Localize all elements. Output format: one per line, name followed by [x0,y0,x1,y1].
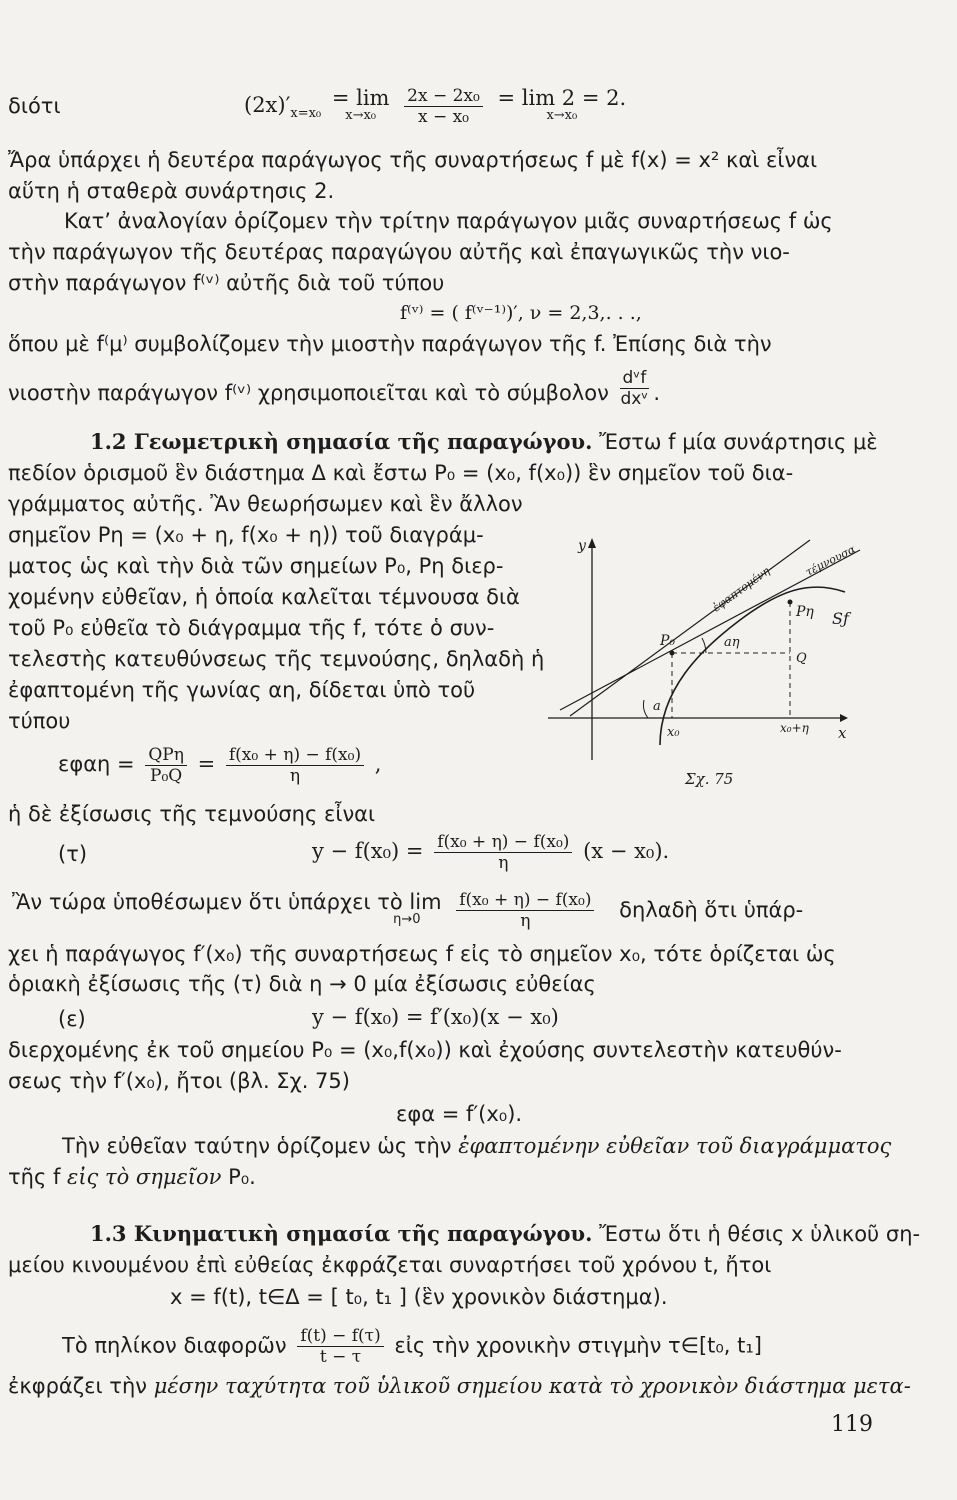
section-1-2-title: 1.2 Γεωμετρικὴ σημασία τῆς παραγώγου. [90,429,593,454]
y-axis-label: y [578,538,586,554]
sec12-line16: σεως τὴν f′(x₀), ἤτοι (βλ. Σχ. 75) [8,1069,350,1093]
sec12-line17: Τὴν εὐθεῖαν ταύτην ὁρίζομεν ὡς τὴν ἐφαπτομένην εὐθεῖαν τοῦ διαγράμματος [62,1134,892,1158]
label-secant: τέμνουσα [803,542,858,579]
para2-line3: στὴν παράγωγον f⁽ᵛ⁾ αὐτῆς διὰ τοῦ τύπου [8,271,445,295]
label-a: a [653,699,661,714]
point-p0 [670,651,675,656]
sec12-line14: ὁριακὴ ἐξίσωσις τῆς (τ) διὰ η → 0 μία ἐξίσωσις εὐθείας [8,972,596,996]
x-axis-label: x [838,724,847,742]
sec12-line8: τελεστὴς κατευθύνσεως τῆς τεμνούσης, δηλαδὴ ἡ [8,647,545,671]
para1-line1: Ἄρα ὑπάρχει ἡ δευτέρα παράγωγος τῆς συναρτήσεως f μὲ f(x) = x² καὶ εἶναι [8,148,818,172]
tangent-equation: y − f(x₀) = f′(x₀)(x − x₀) [312,1005,559,1029]
para2-line5: νιοστὴν παράγωγον f⁽ᵛ⁾ χρησιμοποιεῖται καὶ τὸ σύμβολον $\frac{\text{dᵛf}}{\text{dxᵛ}}$ . [8,368,661,409]
sec12-line12: Ἂν τώρα ὑποθέσωμεν ὅτι ὑπάρχει τὸ lim η→0 $\frac{\text{f(x₀ + η) − f(x₀)}}{\eta}$ δηλαδὴ ὅτι ὑπάρ- [12,889,804,931]
tangent-line [570,540,810,716]
section-1-2-line1: 1.2 Γεωμετρικὴ σημασία τῆς παραγώγου. Ἔστω f μία συνάρτησις μὲ [90,429,878,454]
para2-line4: ὅπου μὲ f⁽μ⁾ συμβολίζομεν τὴν μιοστὴν παράγωγον τῆς f. Ἐπίσης διὰ τὴν [8,332,772,356]
page-number: 119 [831,1412,873,1437]
sec12-line15: διερχομένης ἐκ τοῦ σημείου P₀ = (x₀,f(x₀)) καὶ ἐχούσης συντελεστὴν κατευθύν- [8,1038,842,1062]
sec13-line2: μείου κινουμένου ἐπὶ εὐθείας ἐκφράζεται συναρτήσει τοῦ χρόνου t, ἤτοι [8,1253,772,1277]
dvf-symbol: $\frac{\text{dᵛf}}{\text{dxᵛ}}$ [620,368,649,409]
label-sf: Sƒ [832,609,849,628]
figure-caption: Σχ. 75 [685,770,734,788]
section-1-3-line1: 1.3 Κινηματικὴ σημασία τῆς παραγώγου. Ἔστω ὅτι ἡ θέσις x ὑλικοῦ ση- [90,1221,921,1246]
section-1-3-title: 1.3 Κινηματικὴ σημασία τῆς παραγώγου. [90,1221,593,1246]
sec13-line5: ἐκφράζει τὴν μέσην ταχύτητα τοῦ ὑλικοῦ σημείου κατὰ τὸ χρονικὸν διάστημα μετα- [8,1374,911,1398]
y-axis-arrow [588,538,596,548]
angle-a-arc [643,700,648,718]
sec12-line11: ἡ δὲ ἐξίσωσις τῆς τεμνούσης εἶναι [8,802,376,826]
para2-line1: Κατ’ ἀναλογίαν ὁρίζομεν τὴν τρίτην παράγωγον μιᾶς συναρτήσεως f ὡς [64,209,833,233]
sec12-line4: σημεῖον Pη = (x₀ + η, f(x₀ + η)) τοῦ διαγράμ- [8,523,484,547]
para2-line2: τὴν παράγωγον τῆς δευτέρας παραγώγου αὐτῆς καὶ ἐπαγωγικῶς τὴν νιο- [8,240,790,264]
sec12-line10: τύπου [8,709,71,733]
x-axis-arrow [840,714,848,722]
sec12-line3: γράμματος αὐτῆς. Ἂν θεωρήσωμεν καὶ ἓν ἄλλον [8,492,523,516]
slope-secant-equation: εφαη = $\frac{\text{QPη}}{\text{P₀Q}}$ = $\frac{\text{f(x₀ + η) − f(x₀)}}{\eta}$ , [58,745,382,786]
sec12-line5: ματος ὡς καὶ τὴν διὰ τῶν σημείων P₀, Pη διερ- [8,554,504,578]
slope-tangent-formula: εφα = f′(x₀). [396,1102,523,1126]
label-x0-eta: x₀+η [780,721,809,735]
eps-label: (ε) [58,1007,86,1031]
sec12-line2: πεδίον ὁρισμοῦ ἓν διάστημα Δ καὶ ἔστω P₀ = (x₀, f(x₀)) ἓν σημεῖον τοῦ δια- [8,461,794,485]
sec12-line9: ἐφαπτομένη τῆς γωνίας αη, δίδεται ὑπὸ τοῦ [8,678,476,702]
sec12-line13: χει ἡ παράγωγος f′(x₀) τῆς συναρτήσεως f εἰς τὸ σημεῖον x₀, τότε ὁρίζεται ὡς [8,942,836,966]
sec13-line4: Τὸ πηλίκον διαφορῶν $\frac{f(t) - f(\tau)}{t - \tau}$ εἰς τὴν χρονικὴν στιγμὴν τ∈[t₀, t₁] [62,1326,762,1367]
label-aeta: aη [724,635,740,650]
tau-label: (τ) [58,842,88,866]
para1-line2: αὕτη ἡ σταθερὰ συνάρτησις 2. [8,179,335,203]
sec12-line6: χομένην εὐθεῖαν, ἡ ὁποία καλεῖται τέμνουσα διὰ [8,585,520,609]
label-x0: x₀ [667,725,680,740]
top-equation: $(2x)'_{x=x_0} = \lim$ x→x₀ $\frac{\text{2x − 2x₀}}{\text{x − x₀}}$ = lim 2 = 2. x→x₀ [244,85,627,127]
graph-curve [660,587,845,745]
tau-equation: y − f(x₀) = $\frac{\text{f(x₀ + η) − f(x₀)}}{\eta}$ (x − x₀). [312,832,670,873]
label-peta: Pη [796,604,814,620]
point-peta [788,600,793,605]
sec12-line18: τῆς f εἰς τὸ σημεῖον P₀. [8,1165,256,1189]
label-p0: P₀ [660,633,676,649]
sec13-line3: x = f(t), t∈Δ = [ t₀, t₁ ] (ἓν χρονικὸν διάστημα). [170,1285,668,1309]
nth-derivative-formula: f⁽ᵛ⁾ = ( f⁽ᵛ⁻¹⁾)′, ν = 2,3,. . ., [400,302,642,324]
label-q: Q [796,651,807,666]
label-tangent: ἐφαπτομένη [710,564,773,615]
figure-75-diagram [540,520,890,790]
dioti-word: διότι [8,94,61,118]
sec12-line7: τοῦ P₀ εὐθεῖα τὸ διάγραμμα τῆς f, τότε ὁ συν- [8,616,495,640]
